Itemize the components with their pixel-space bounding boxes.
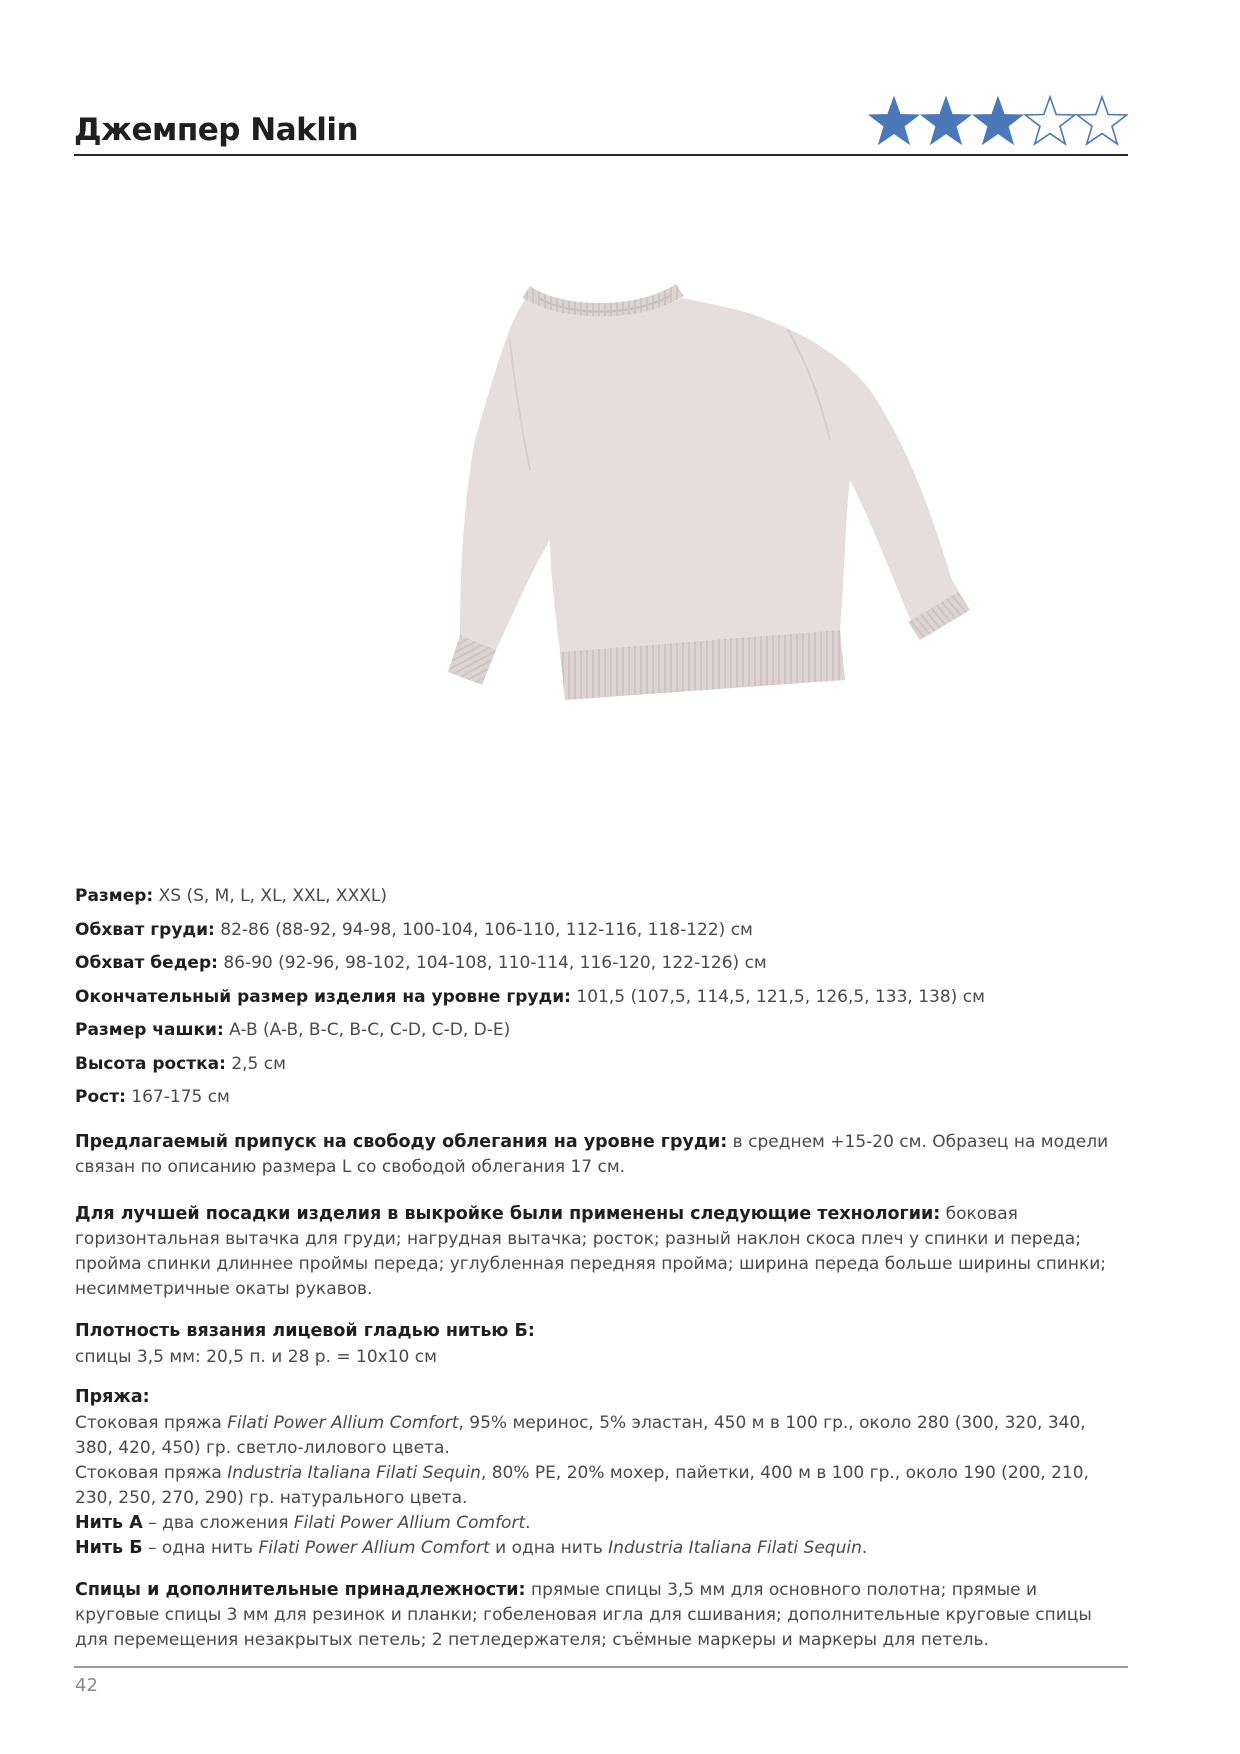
star-empty-icon bbox=[1025, 97, 1074, 144]
gauge-section bbox=[75, 1318, 1125, 1370]
yarn-line-2: Стоковая пряжа Industria Italiana Filati Sequin, 80% PE, 20% мохер, пайетки, 400 м в 100 гр., около 190 (200, 210, 230, 250, 270, 290) гр. натурального цвета. bbox=[75, 1463, 1089, 1508]
spec-height: Рост: 167-175 см bbox=[75, 1087, 230, 1107]
page-number: 42 bbox=[75, 1675, 98, 1696]
star-empty-icon bbox=[1077, 97, 1126, 144]
yarn-section bbox=[75, 1384, 1125, 1561]
spec-bust: Обхват груди: 82-86 (88-92, 94-98, 100-104, 106-110, 112-116, 118-122) см bbox=[75, 919, 753, 940]
gauge-text: спицы 3,5 мм: 20,5 п. и 28 р. = 10х10 см bbox=[75, 1347, 437, 1367]
needles-paragraph: Спицы и дополнительные принадлежности: прямые спицы 3,5 мм для основного полотна; прямые и круговые спицы 3 мм для резинок и планки; гобеленовая игла для сшивания; дополнительные круговые спицы для перемещения незакрытых петель; 2 петледержателя; съёмные маркеры и маркеры для петель. bbox=[75, 1580, 1092, 1650]
star-filled-icon bbox=[921, 97, 970, 144]
spec-hip: Обхват бедер: 86-90 (92-96, 98-102, 104-108, 110-114, 116-120, 122-126) см bbox=[75, 953, 767, 973]
gauge-title: Плотность вязания лицевой гладью нитью Б: bbox=[75, 1321, 535, 1341]
star-filled-icon bbox=[973, 97, 1022, 144]
yarn-title: Пряжа: bbox=[75, 1387, 150, 1407]
footer-divider bbox=[74, 1666, 1128, 1668]
sweater-photo bbox=[310, 280, 970, 750]
spec-rise: Высота ростка: 2,5 см bbox=[75, 1053, 286, 1074]
spec-cup-size: Размер чашки: A-B (A-B, B-C, B-C, C-D, C-D, D-E) bbox=[75, 1020, 511, 1040]
header-divider bbox=[74, 154, 1128, 156]
spec-finished-bust: Окончательный размер изделия на уровне груди: 101,5 (107,5, 114,5, 121,5, 126,5, 133, 138) см bbox=[75, 986, 985, 1007]
fit-paragraph: Для лучшей посадки изделия в выкройке были применены следующие технологии: боковая горизонтальная вытачка для груди; нагрудная вытачка; росток; разный наклон скоса плеч у спинки и переда; пройма спинки длиннее проймы переда; углубленная передняя пройма; ширина переда больше ширины спинки; несимметричные окаты рукавов. bbox=[75, 1204, 1106, 1299]
difficulty-rating bbox=[868, 92, 1128, 150]
thread-b: Нить Б – одна нить Filati Power Allium Comfort и одна нить Industria Italiana Filati Sequin. bbox=[75, 1538, 868, 1558]
spec-size: Размер: XS (S, M, L, XL, XXL, XXXL) bbox=[75, 886, 387, 906]
thread-a: Нить А – два сложения Filati Power Allium Comfort. bbox=[75, 1513, 531, 1533]
ease-paragraph: Предлагаемый припуск на свободу облегания на уровне груди: в среднем +15-20 см. Образец на модели связан по описанию размера L со свободой облегания 17 см. bbox=[75, 1132, 1109, 1177]
yarn-line-1: Стоковая пряжа Filati Power Allium Comfort, 95% меринос, 5% эластан, 450 м в 100 гр., около 280 (300, 320, 340, 380, 420, 450) гр. светло-лилового цвета. bbox=[75, 1413, 1086, 1458]
sweater-body bbox=[460, 298, 970, 652]
page-title: Джемпер Naklin bbox=[74, 112, 359, 148]
size-specs bbox=[75, 880, 1135, 1115]
star-filled-icon bbox=[869, 97, 918, 144]
